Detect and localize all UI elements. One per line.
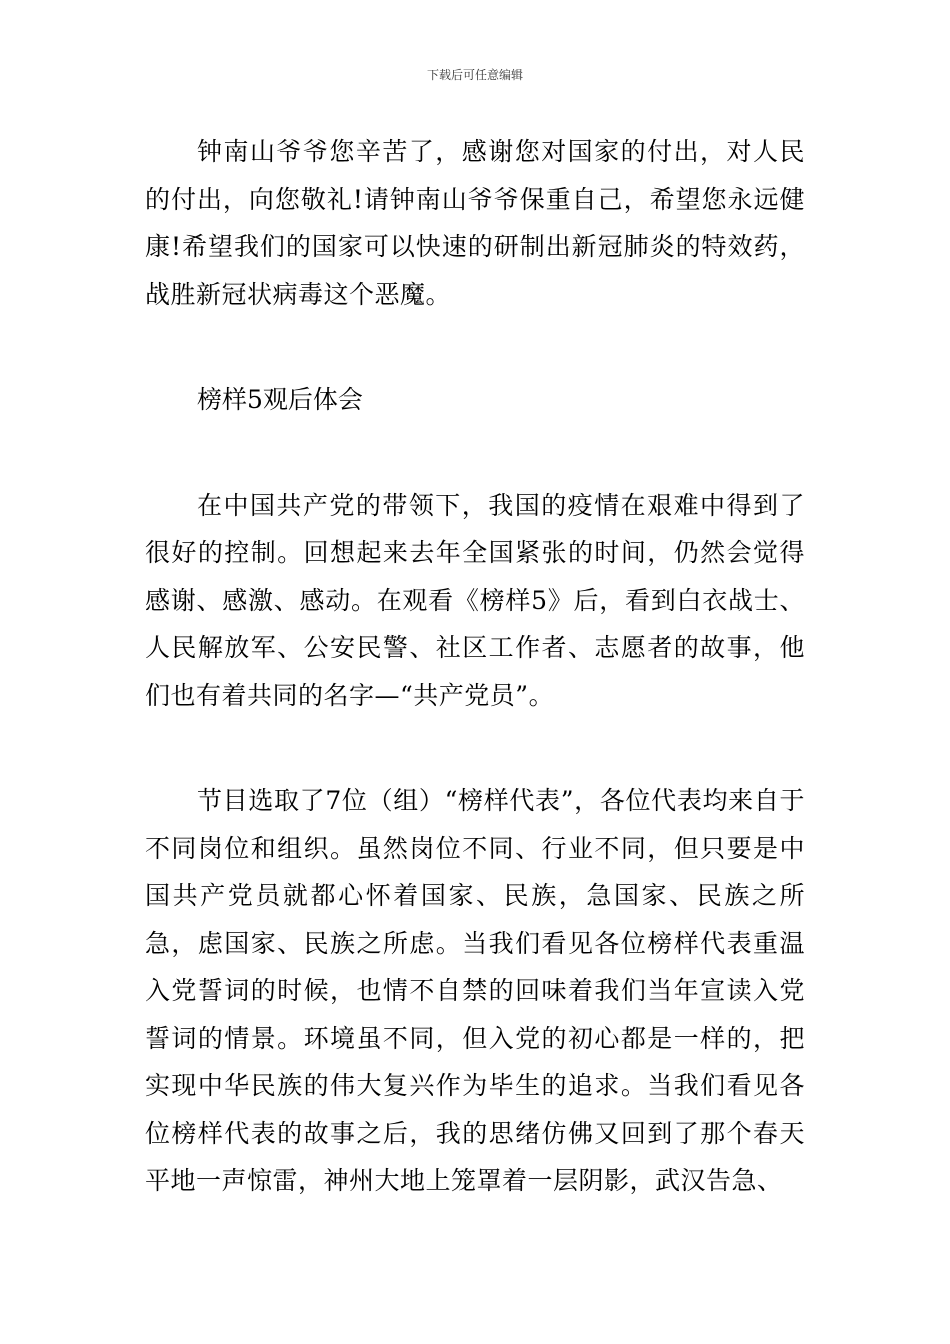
paragraph-gap xyxy=(145,424,805,482)
document-body xyxy=(145,128,805,1205)
section-title: 榜样5观后体会 xyxy=(197,385,363,414)
paragraph-gap xyxy=(145,719,805,777)
paragraph-3: 节目选取了7位（组）“榜样代表”，各位代表均来自于不同岗位和组织。虽然岗位不同、行业不同，但只要是中国共产党员就都心怀着国家、民族，急国家、民族之所急，虑国家、民族之所虑。当我们看见各位榜样代表重温入党誓词的时候，也情不自禁的回味着我们当年宣读入党誓词的情景。环境虽不同，但入党的初心都是一样的，把实现中华民族的伟大复兴作为毕生的追求。当我们看见各位榜样代表的故事之后，我的思绪仿佛又回到了那个春天平地一声惊雷，神州大地上笼罩着一层阴影，武汉告急、 xyxy=(145,786,805,1195)
page-header: 下载后可任意编辑 xyxy=(426,68,523,82)
paragraph-2: 在中国共产党的带领下，我国的疫情在艰难中得到了很好的控制。回想起来去年全国紧张的时间，仍然会觉得感谢、感激、感动。在观看《榜样5》后，看到白衣战士、人民解放军、公安民警、社区工作者、志愿者的故事，他们也有着共同的名字—“共产党员”。 xyxy=(145,490,805,710)
paragraph-gap xyxy=(145,318,805,376)
paragraph-1: 钟南山爷爷您辛苦了，感谢您对国家的付出，对人民的付出，向您敬礼!请钟南山爷爷保重自己，希望您永远健康!希望我们的国家可以快速的研制出新冠肺炎的特效药，战胜新冠状病毒这个恶魔。 xyxy=(145,137,805,309)
